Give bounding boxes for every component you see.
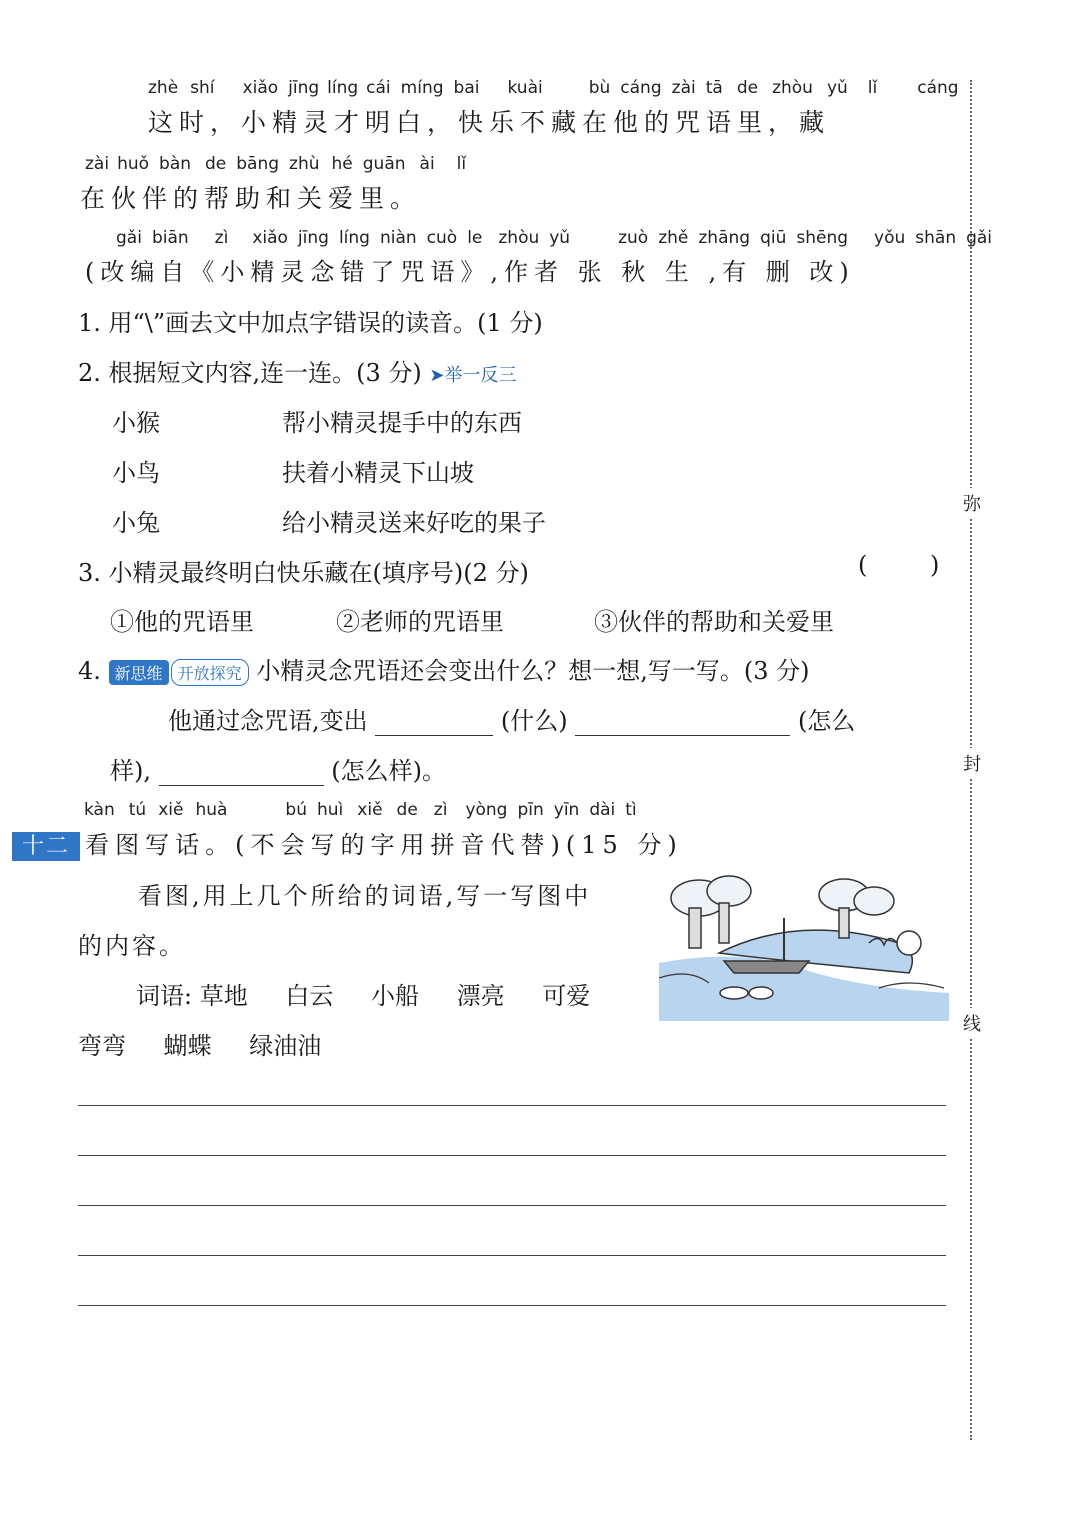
pinyin-syllable: zài xyxy=(671,78,696,98)
pinyin-syllable: jīng xyxy=(297,228,329,248)
open-explore-badge: 开放探究 xyxy=(171,659,249,686)
pinyin-syllable: xiě xyxy=(158,800,184,820)
pinyin-syllable: biān xyxy=(151,228,189,248)
seal-char-3: 线 xyxy=(963,1008,981,1038)
writing-line-2[interactable] xyxy=(78,1155,946,1156)
word: 蝴蝶 xyxy=(163,1032,212,1060)
pinyin-syllable: zhòu xyxy=(772,78,813,98)
match-left-1[interactable]: 小猴 xyxy=(112,409,160,437)
section-12-header xyxy=(12,825,683,860)
answer-paren-open: ( xyxy=(858,551,868,579)
pinyin-syllable: de xyxy=(736,78,759,98)
section-12-pinyin xyxy=(84,800,649,820)
pinyin-line-1 xyxy=(148,78,959,98)
question-2-text: 2. 根据短文内容,连一连。(3 分) xyxy=(78,359,422,387)
match-right-1[interactable]: 帮小精灵提手中的东西 xyxy=(282,409,522,437)
pinyin-syllable: ài xyxy=(419,154,435,174)
pinyin-syllable: huì xyxy=(317,800,344,820)
fill-prefix: 他通过念咒语,变出 xyxy=(168,707,368,735)
match-left-3[interactable]: 小兔 xyxy=(112,509,160,537)
pinyin-syllable: bàn xyxy=(159,154,192,174)
pinyin-syllable: hé xyxy=(331,154,353,174)
question-1: 1. 用“\”画去文中加点字错误的读音。(1 分) xyxy=(78,309,543,337)
pinyin-syllable: shēng xyxy=(796,228,849,248)
option-3: ③伙伴的帮助和关爱里 xyxy=(594,608,834,636)
word: 可爱 xyxy=(542,982,591,1010)
pinyin-syllable: yǒu xyxy=(874,228,906,248)
pinyin-syllable: zhè xyxy=(148,78,179,98)
pinyin-syllable: pīn xyxy=(517,800,544,820)
river-boat-illustration xyxy=(659,873,949,1021)
fill-yang: 样), xyxy=(110,757,151,785)
passage-source: (改编自《小精灵念错了咒语》,作者 张 秋 生 ,有 删 改) xyxy=(85,258,855,286)
pinyin-syllable: yǔ xyxy=(549,228,571,248)
fill-what-label: (什么) xyxy=(500,707,568,735)
word: 弯弯 xyxy=(78,1032,126,1060)
pinyin-syllable: niàn xyxy=(379,228,417,248)
writing-line-4[interactable] xyxy=(78,1255,946,1256)
word: 小船 xyxy=(371,982,420,1010)
word-bank-row-2 xyxy=(78,1026,321,1061)
section-12-instruction-1: 看图,用上几个所给的词语,写一写图中 xyxy=(138,882,592,910)
question-4 xyxy=(78,651,809,686)
blank-how-1[interactable] xyxy=(575,713,790,736)
pinyin-syllable: jīng xyxy=(288,78,320,98)
pinyin-syllable: lǐ xyxy=(867,78,878,98)
pinyin-syllable: xiǎo xyxy=(252,228,288,248)
pinyin-syllable: kàn xyxy=(84,800,115,820)
fill-line-2 xyxy=(110,751,446,786)
pinyin-syllable: dài xyxy=(589,800,616,820)
seal-char-1: 弥 xyxy=(963,488,981,518)
answer-box[interactable] xyxy=(870,551,926,583)
section-12-number: 十二 xyxy=(12,832,80,861)
question-3: 3. 小精灵最终明白快乐藏在(填序号)(2 分) xyxy=(78,559,529,587)
pinyin-syllable: bù xyxy=(588,78,611,98)
pinyin-syllable: yīn xyxy=(553,800,580,820)
seal-char-2: 封 xyxy=(963,748,981,778)
writing-line-1[interactable] xyxy=(78,1105,946,1106)
word-bank-label: 词语: xyxy=(136,982,193,1010)
pinyin-syllable: bai xyxy=(453,78,480,98)
fill-line-1 xyxy=(168,701,855,736)
pinyin-syllable: tú xyxy=(128,800,147,820)
pinyin-syllable: líng xyxy=(327,78,359,98)
section-12-title: 看图写话。(不会写的字用拼音代替)(15 分) xyxy=(85,831,683,859)
pinyin-syllable: huǒ xyxy=(117,154,150,174)
word: 漂亮 xyxy=(456,982,505,1010)
pinyin-syllable: cuò xyxy=(426,228,458,248)
pinyin-syllable: líng xyxy=(338,228,370,248)
pinyin-syllable: de xyxy=(205,154,227,174)
pinyin-syllable: gǎi xyxy=(966,228,993,248)
blank-what[interactable] xyxy=(375,713,493,736)
blank-how-2[interactable] xyxy=(159,763,324,786)
pinyin-syllable: shí xyxy=(190,78,215,98)
fill-how-label: (怎么 xyxy=(797,707,856,735)
match-left-2[interactable]: 小鸟 xyxy=(112,459,160,487)
pinyin-syllable: zì xyxy=(433,800,448,820)
pinyin-line-2 xyxy=(85,154,478,174)
pinyin-syllable: le xyxy=(467,228,483,248)
pinyin-syllable: tì xyxy=(625,800,637,820)
pinyin-syllable: zuò xyxy=(618,228,649,248)
pinyin-syllable: qiū xyxy=(760,228,787,248)
pinyin-syllable: zhě xyxy=(658,228,689,248)
option-2: ②老师的咒语里 xyxy=(336,608,504,636)
pinyin-syllable: tā xyxy=(705,78,723,98)
word: 草地 xyxy=(199,982,248,1010)
pinyin-syllable: yòng xyxy=(465,800,508,820)
question-4-number: 4. xyxy=(78,657,101,685)
pinyin-syllable: de xyxy=(396,800,418,820)
fill-how-label-2: (怎么样)。 xyxy=(331,757,447,785)
option-1: ①他的咒语里 xyxy=(110,608,254,636)
pinyin-syllable: xiě xyxy=(357,800,383,820)
pinyin-line-3 xyxy=(116,228,1004,248)
pinyin-syllable: bāng xyxy=(236,154,280,174)
word-bank-row-1 xyxy=(136,976,590,1011)
pinyin-syllable: gǎi xyxy=(116,228,142,248)
pinyin-syllable: cáng xyxy=(917,78,959,98)
pinyin-syllable: cáng xyxy=(620,78,662,98)
passage-line-1: 这时，小精灵才明白，快乐不藏在他的咒语里，藏 xyxy=(148,108,831,137)
pinyin-syllable: cái xyxy=(366,78,391,98)
pinyin-syllable: kuài xyxy=(507,78,543,98)
pinyin-syllable: yǔ xyxy=(826,78,848,98)
match-right-3[interactable]: 给小精灵送来好吃的果子 xyxy=(282,509,546,537)
new-thinking-badge: 新思维 xyxy=(109,660,169,685)
pinyin-syllable: zhù xyxy=(289,154,320,174)
pinyin-syllable: guān xyxy=(362,154,406,174)
pinyin-syllable: xiǎo xyxy=(242,78,279,98)
pinyin-syllable: shān xyxy=(915,228,957,248)
pinyin-syllable: míng xyxy=(400,78,444,98)
passage-line-2: 在伙伴的帮助和关爱里。 xyxy=(80,184,422,213)
pinyin-syllable: zhòu xyxy=(498,228,540,248)
practice-tag: ➤举一反三 xyxy=(429,365,517,386)
question-2 xyxy=(78,353,517,388)
question-4-text: 小精灵念咒语还会变出什么？想一想,写一写。(3 分) xyxy=(256,657,810,685)
match-right-2[interactable]: 扶着小精灵下山坡 xyxy=(282,459,474,487)
pinyin-syllable: zhāng xyxy=(698,228,751,248)
pinyin-syllable: lǐ xyxy=(456,154,467,174)
writing-line-5[interactable] xyxy=(78,1305,946,1306)
writing-line-3[interactable] xyxy=(78,1205,946,1206)
pinyin-syllable: huà xyxy=(195,800,228,820)
section-12-instruction-2: 的内容。 xyxy=(78,932,186,960)
word: 白云 xyxy=(285,982,334,1010)
pinyin-syllable: zì xyxy=(214,228,229,248)
word: 绿油油 xyxy=(249,1032,322,1060)
answer-paren-close: ) xyxy=(930,551,940,579)
pinyin-syllable: zài xyxy=(85,154,110,174)
pinyin-syllable: bú xyxy=(285,800,307,820)
